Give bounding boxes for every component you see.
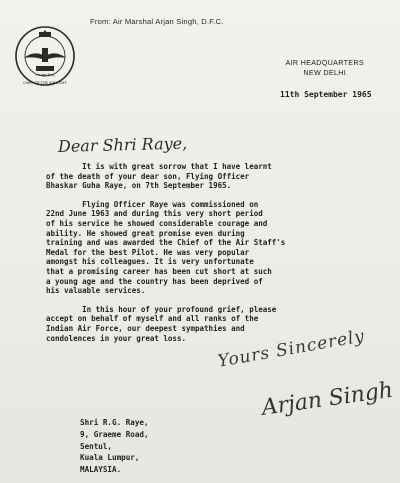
line: his valuable services. (46, 286, 146, 296)
letter-body (46, 162, 358, 352)
from-line: From: Air Marshal Arjan Singh, D.F.C. (90, 17, 224, 26)
letter-date: 11th September 1965 (280, 90, 372, 99)
address-line: Sentul, (80, 441, 113, 451)
hq-line2: NEW DELHI (303, 68, 347, 77)
recipient-address (80, 417, 149, 476)
line: Indian Air Force, our deepest sympathies and (46, 323, 245, 333)
chief-of-air-staff-crest-icon (14, 20, 76, 92)
address-line: 9, Graeme Road, (80, 429, 149, 439)
line: 22nd June 1963 and during this very short period (46, 209, 263, 219)
line: of his service he showed considerable courage and (46, 218, 268, 228)
line: that a promising career has been cut short at such (46, 266, 272, 276)
line: Bhaskar Guha Raye, on 7th September 1965. (46, 181, 232, 191)
paragraph-2 (46, 200, 358, 296)
address-line: MALAYSIA. (80, 465, 122, 475)
closing: Yours Sincerely (216, 326, 367, 372)
line: Flying Officer Raye was commissioned on (46, 199, 259, 209)
address-line: Kuala Lumpur, (80, 453, 140, 463)
line: condolences in your great loss. (46, 333, 186, 343)
line: a young age and the country has been deprived of (46, 276, 263, 286)
line: training and was awarded the Chief of the Air Staff's (46, 238, 286, 248)
crest-ring-text: CHIEF OF THE AIR STAFF (22, 81, 68, 85)
line: In this hour of your profound grief, please (46, 304, 277, 314)
line: ability. He showed great promise even during (46, 228, 245, 238)
paragraph-1 (46, 162, 358, 191)
address-line: Shri R.G. Raye, (80, 418, 149, 427)
hq-line1: AIR HEADQUARTERS (285, 58, 364, 67)
salutation: Dear Shri Raye, (57, 133, 188, 156)
crest-motto: नभः स्पृशं दीप्तम् (35, 73, 55, 77)
hq-block (285, 58, 364, 78)
line: Medal for the best Pilot. He was very popular (46, 247, 250, 257)
line: accept on behalf of myself and all ranks of the (46, 314, 259, 324)
line: It is with great sorrow that I have learnt (46, 162, 272, 171)
signature: Arjan Singh (260, 377, 395, 421)
line: of the death of your dear son, Flying Officer (46, 171, 250, 181)
line: amongst his colleagues. It is very unfortunate (46, 257, 254, 267)
